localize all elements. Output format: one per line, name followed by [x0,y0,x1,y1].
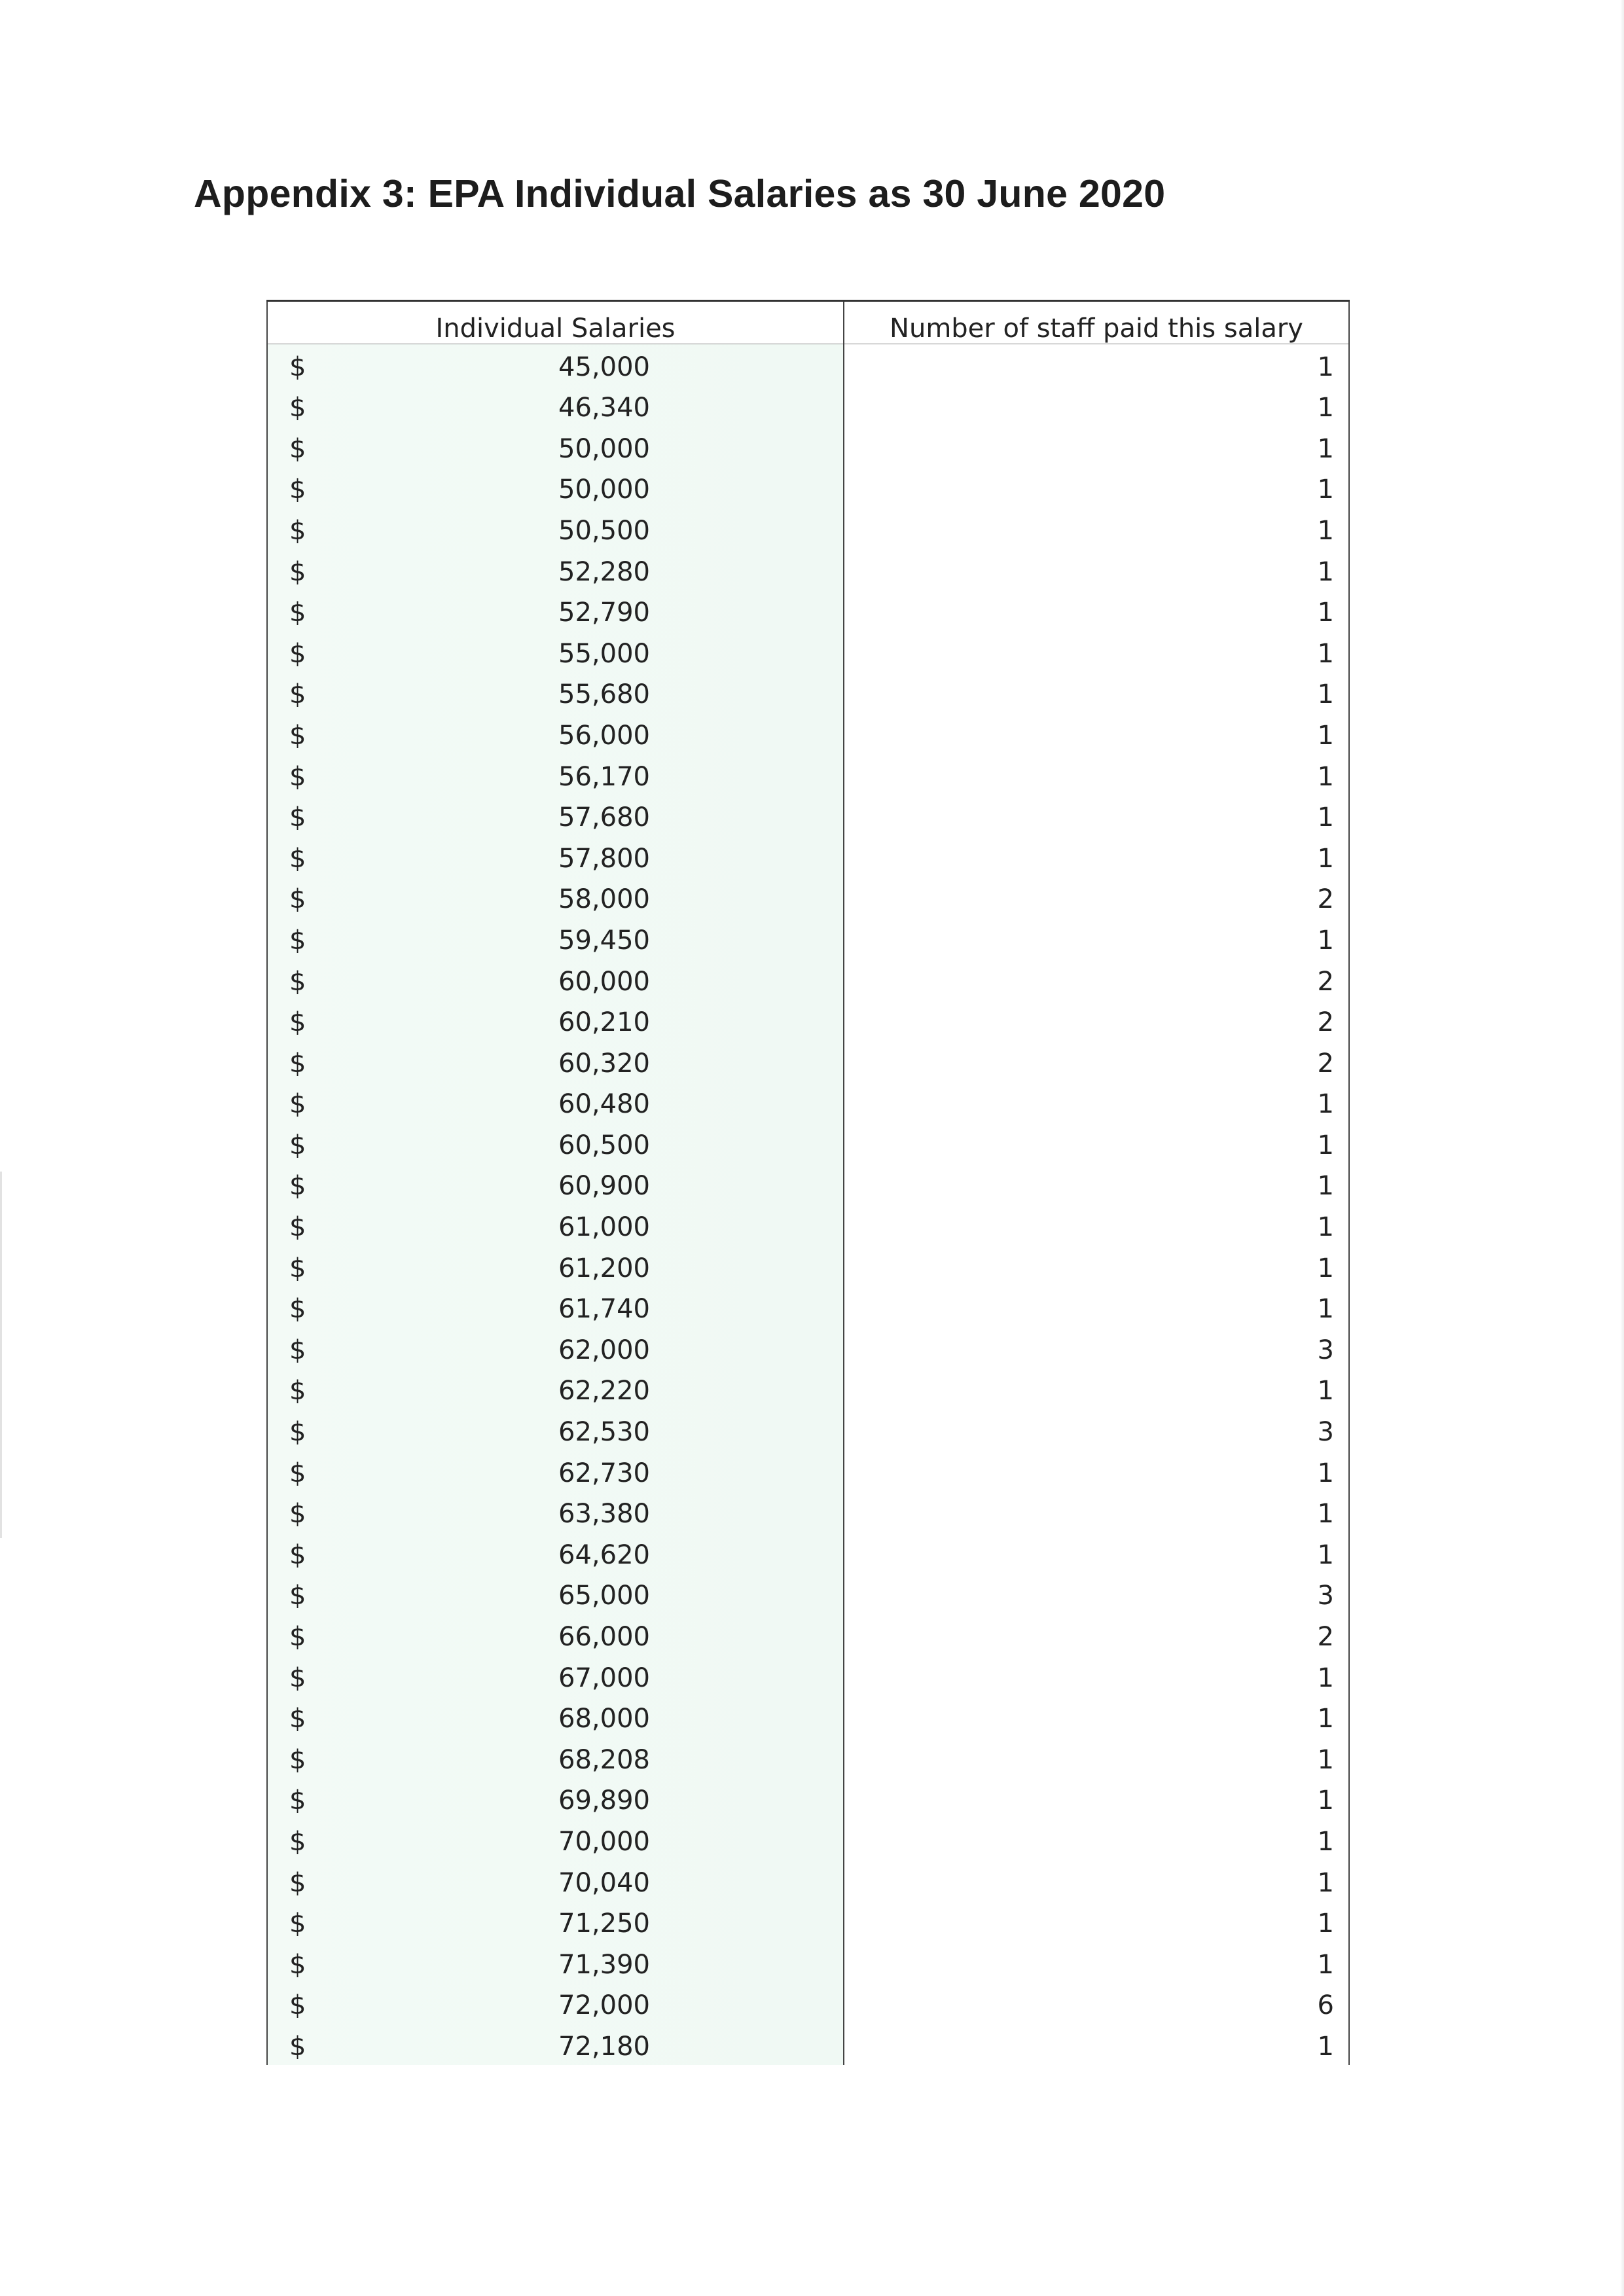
table-row [267,549,1349,590]
currency-symbol: $ [289,1212,306,1243]
salary-cell [267,1082,844,1123]
staff-count: 1 [844,918,1349,959]
currency-symbol: $ [289,679,306,710]
currency-symbol: $ [289,1499,306,1530]
staff-count: 1 [844,1655,1349,1696]
salary-amount: 72,000 [558,1990,650,2021]
salary-amount: 65,000 [558,1581,650,1611]
salary-cell [267,1532,844,1573]
salary-amount: 62,730 [558,1458,650,1488]
table-row [267,386,1349,427]
currency-symbol: $ [289,843,306,874]
salary-cell [267,1327,844,1369]
currency-symbol: $ [289,598,306,628]
currency-symbol: $ [289,475,306,505]
salary-cell [267,1573,844,1615]
staff-count: 1 [844,1492,1349,1533]
salary-cell [267,1041,844,1082]
staff-count: 3 [844,1573,1349,1615]
table-row [267,1450,1349,1492]
currency-symbol: $ [289,1253,306,1283]
currency-symbol: $ [289,1990,306,2021]
table-row [267,1000,1349,1041]
salary-cell [267,836,844,877]
salary-cell [267,713,844,754]
salary-cell [267,1492,844,1533]
staff-count: 1 [844,795,1349,836]
table-row [267,1573,1349,1615]
table-row [267,1246,1349,1287]
staff-count: 1 [844,631,1349,672]
staff-count: 1 [844,1696,1349,1738]
currency-symbol: $ [289,1662,306,1693]
table-row [267,467,1349,509]
salary-amount: 46,340 [558,393,650,423]
salary-cell [267,1122,844,1164]
salary-amount: 62,530 [558,1417,650,1448]
table-row [267,1860,1349,1901]
staff-count: 1 [844,1737,1349,1778]
salary-amount: 61,000 [558,1212,650,1243]
salary-amount: 45,000 [558,351,650,382]
table-row [267,1082,1349,1123]
scan-edge-mark [0,1172,2,1538]
salary-amount: 60,500 [558,1130,650,1160]
table-row [267,590,1349,632]
staff-count: 2 [844,1000,1349,1041]
staff-count: 1 [844,1942,1349,1983]
table-row [267,2024,1349,2065]
currency-symbol: $ [289,966,306,997]
salary-amount: 60,900 [558,1171,650,1202]
salary-amount: 60,000 [558,966,650,997]
salary-amount: 55,680 [558,679,650,710]
staff-count: 2 [844,1614,1349,1655]
table-row [267,754,1349,795]
currency-symbol: $ [289,638,306,669]
table-row [267,344,1349,386]
salary-cell [267,795,844,836]
salary-amount: 70,040 [558,1867,650,1898]
salary-cell [267,426,844,467]
table-row [267,1492,1349,1533]
salary-amount: 60,480 [558,1089,650,1120]
salary-cell [267,1860,844,1901]
table-row [267,795,1349,836]
salary-amount: 52,790 [558,598,650,628]
staff-count: 1 [844,1246,1349,1287]
salary-cell [267,344,844,386]
staff-count: 1 [844,426,1349,467]
salary-cell [267,1983,844,2024]
salary-amount: 50,000 [558,433,650,464]
currency-symbol: $ [289,720,306,751]
table-row [267,1942,1349,1983]
salary-amount: 66,000 [558,1622,650,1652]
salary-cell [267,1164,844,1205]
currency-symbol: $ [289,802,306,833]
salary-cell [267,1287,844,1328]
salary-cell [267,1409,844,1450]
currency-symbol: $ [289,1130,306,1160]
salary-cell [267,1369,844,1410]
salary-cell [267,631,844,672]
staff-count: 1 [844,1204,1349,1246]
staff-count: 2 [844,877,1349,918]
salary-amount: 64,620 [558,1539,650,1570]
staff-count: 3 [844,1327,1349,1369]
currency-symbol: $ [289,925,306,956]
salary-amount: 71,250 [558,1909,650,1939]
salary-cell [267,1000,844,1041]
staff-count: 1 [844,1860,1349,1901]
salary-amount: 69,890 [558,1785,650,1816]
salary-cell [267,590,844,632]
staff-count: 1 [844,1450,1349,1492]
salary-amount: 56,170 [558,761,650,792]
currency-symbol: $ [289,515,306,546]
table-row [267,1122,1349,1164]
salary-cell [267,1942,844,1983]
staff-count: 2 [844,1041,1349,1082]
salary-amount: 57,680 [558,802,650,833]
currency-symbol: $ [289,1867,306,1898]
staff-count: 1 [844,344,1349,386]
currency-symbol: $ [289,1826,306,1857]
table-row [267,877,1349,918]
table-row [267,1164,1349,1205]
table-row [267,713,1349,754]
salary-cell [267,959,844,1000]
table-row [267,672,1349,713]
currency-symbol: $ [289,1294,306,1325]
salary-cell [267,508,844,549]
salary-amount: 52,280 [558,556,650,587]
table-row [267,836,1349,877]
staff-count: 2 [844,959,1349,1000]
salary-cell [267,1696,844,1738]
staff-count: 1 [844,713,1349,754]
table-row [267,1737,1349,1778]
currency-symbol: $ [289,1622,306,1652]
currency-symbol: $ [289,1417,306,1448]
salary-cell [267,467,844,509]
salary-amount: 55,000 [558,638,650,669]
staff-count: 1 [844,386,1349,427]
salary-cell [267,1204,844,1246]
currency-symbol: $ [289,1744,306,1775]
staff-count: 1 [844,1778,1349,1820]
table-row [267,1369,1349,1410]
salary-amount: 56,000 [558,720,650,751]
table-row [267,426,1349,467]
currency-symbol: $ [289,1785,306,1816]
staff-count: 1 [844,1122,1349,1164]
currency-symbol: $ [289,1539,306,1570]
currency-symbol: $ [289,1581,306,1611]
currency-symbol: $ [289,1171,306,1202]
salary-cell [267,1655,844,1696]
page-title: Appendix 3: EPA Individual Salaries as 30 June 2020 [194,172,1166,215]
salary-cell [267,1819,844,1860]
currency-symbol: $ [289,761,306,792]
salary-amount: 68,000 [558,1704,650,1734]
staff-count: 1 [844,467,1349,509]
salary-table [266,300,1350,2065]
salary-amount: 60,210 [558,1007,650,1038]
salary-amount: 63,380 [558,1499,650,1530]
staff-count: 1 [844,754,1349,795]
table-row [267,1204,1349,1246]
table-row [267,1778,1349,1820]
salary-amount: 50,000 [558,475,650,505]
currency-symbol: $ [289,1335,306,1365]
salary-amount: 60,320 [558,1048,650,1079]
staff-count: 3 [844,1409,1349,1450]
staff-count: 1 [844,672,1349,713]
staff-count: 6 [844,1983,1349,2024]
salary-amount: 61,200 [558,1253,650,1283]
staff-count: 1 [844,1532,1349,1573]
header-number-of-staff: Number of staff paid this salary [844,301,1349,344]
table-row [267,1983,1349,2024]
salary-amount: 71,390 [558,1949,650,1980]
staff-count: 1 [844,590,1349,632]
salary-cell [267,2024,844,2065]
salary-amount: 72,180 [558,2031,650,2062]
table-row [267,1327,1349,1369]
staff-count: 1 [844,1164,1349,1205]
salary-amount: 67,000 [558,1662,650,1693]
table-row [267,1614,1349,1655]
salary-amount: 57,800 [558,843,650,874]
salary-cell [267,386,844,427]
currency-symbol: $ [289,556,306,587]
table-row [267,1409,1349,1450]
table-row [267,1901,1349,1943]
salary-cell [267,1737,844,1778]
staff-count: 1 [844,836,1349,877]
table-row [267,918,1349,959]
salary-amount: 62,220 [558,1376,650,1407]
table-header [267,301,1349,344]
currency-symbol: $ [289,393,306,423]
scan-edge-shadow [1620,0,1624,2296]
table-row [267,1655,1349,1696]
staff-count: 1 [844,549,1349,590]
table-row [267,959,1349,1000]
salary-cell [267,1901,844,1943]
salary-cell [267,918,844,959]
currency-symbol: $ [289,1949,306,1980]
header-row [267,301,1349,344]
salary-amount: 62,000 [558,1335,650,1365]
salary-cell [267,877,844,918]
header-individual-salaries: Individual Salaries [267,301,844,344]
salary-cell [267,754,844,795]
staff-count: 1 [844,508,1349,549]
currency-symbol: $ [289,1048,306,1079]
table-row [267,508,1349,549]
staff-count: 1 [844,1819,1349,1860]
currency-symbol: $ [289,351,306,382]
salary-amount: 61,740 [558,1294,650,1325]
staff-count: 1 [844,1901,1349,1943]
table-body [267,344,1349,2065]
currency-symbol: $ [289,433,306,464]
salary-cell [267,1778,844,1820]
currency-symbol: $ [289,884,306,915]
salary-cell [267,1450,844,1492]
table-row [267,1696,1349,1738]
currency-symbol: $ [289,1458,306,1488]
currency-symbol: $ [289,1376,306,1407]
salary-cell [267,672,844,713]
currency-symbol: $ [289,1007,306,1038]
staff-count: 1 [844,1369,1349,1410]
currency-symbol: $ [289,2031,306,2062]
table-row [267,1532,1349,1573]
table-row [267,631,1349,672]
salary-cell [267,1246,844,1287]
salary-amount: 68,208 [558,1744,650,1775]
currency-symbol: $ [289,1704,306,1734]
salary-cell [267,1614,844,1655]
currency-symbol: $ [289,1089,306,1120]
table-row [267,1819,1349,1860]
staff-count: 1 [844,1287,1349,1328]
salary-amount: 50,500 [558,515,650,546]
table-row [267,1287,1349,1328]
table-row [267,1041,1349,1082]
salary-amount: 58,000 [558,884,650,915]
staff-count: 1 [844,1082,1349,1123]
salary-amount: 70,000 [558,1826,650,1857]
salary-amount: 59,450 [558,925,650,956]
currency-symbol: $ [289,1909,306,1939]
salary-cell [267,549,844,590]
staff-count: 1 [844,2024,1349,2065]
